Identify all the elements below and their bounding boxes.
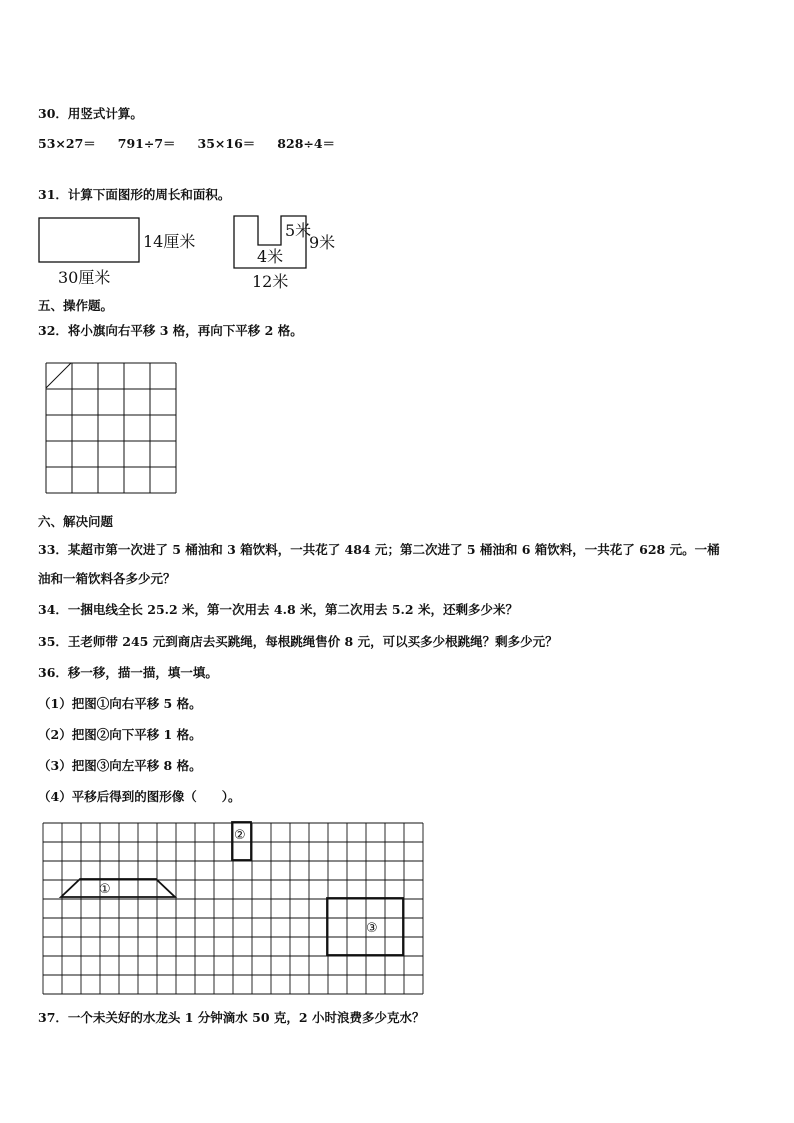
section-6-title: 六、解决问题 <box>38 514 114 529</box>
q35-title: 35．王老师带 245 元到商店去买跳绳，每根跳绳售价 8 元，可以买多少根跳绳？剩多少元？ <box>38 634 558 649</box>
figure-1-trapezoid <box>61 879 175 897</box>
figure-2-label: ② <box>234 828 246 843</box>
q31-figures <box>0 212 794 292</box>
q33-line1: 33．某超市第一次进了 5 桶油和 3 箱饮料，一共花了 484 元；第二次进了 5 桶油和 6 箱饮料，一共花了 628 元。一桶 <box>38 542 720 557</box>
q36-item-2: （2）把图②向下平移 1 格。 <box>38 727 202 742</box>
calc-2: 791÷7＝ <box>117 136 176 151</box>
q32-flag-grid <box>45 362 185 502</box>
section-5-title: 五、操作题。 <box>38 298 114 313</box>
calc-1: 53×27＝ <box>38 136 96 151</box>
shape-label-12: 12米 <box>252 272 289 291</box>
q34-title: 34．一捆电线全长 25.2 米，第一次用去 4.8 米，第二次用去 5.2 米，还剩多少米？ <box>38 602 518 617</box>
figure-3-square <box>327 898 403 955</box>
q37-title: 37．一个未关好的水龙头 1 分钟滴水 50 克，2 小时浪费多少克水？ <box>38 1010 425 1025</box>
q31-title: 31．计算下面图形的周长和面积。 <box>38 187 231 202</box>
q33-line2: 油和一箱饮料各多少元？ <box>38 571 176 586</box>
figure-1-label: ① <box>99 882 111 897</box>
figure-3-label: ③ <box>366 921 378 936</box>
calc-4: 828÷4＝ <box>277 136 336 151</box>
q32-title: 32．将小旗向右平移 3 格，再向下平移 2 格。 <box>38 323 303 338</box>
q36-item-1: （1）把图①向右平移 5 格。 <box>38 696 202 711</box>
q36-translation-grid <box>42 822 442 1002</box>
shape-label-4: 4米 <box>257 247 284 266</box>
q30-title: 30．用竖式计算。 <box>38 106 143 121</box>
rectangle-shape <box>39 218 139 262</box>
calc-3: 35×16＝ <box>197 136 256 151</box>
q36-title: 36．移一移，描一描，填一填。 <box>38 665 218 680</box>
rect-height-label: 14厘米 <box>143 232 196 251</box>
shape-label-9: 9米 <box>309 233 336 252</box>
rect-width-label: 30厘米 <box>58 268 111 287</box>
q36-item-4: （4）平移后得到的图形像（ ）。 <box>38 789 241 804</box>
q30-calc-row <box>38 136 357 152</box>
shape-label-5: 5米 <box>285 221 312 240</box>
flag-shape <box>46 363 71 388</box>
q36-item-3: （3）把图③向左平移 8 格。 <box>38 758 202 773</box>
